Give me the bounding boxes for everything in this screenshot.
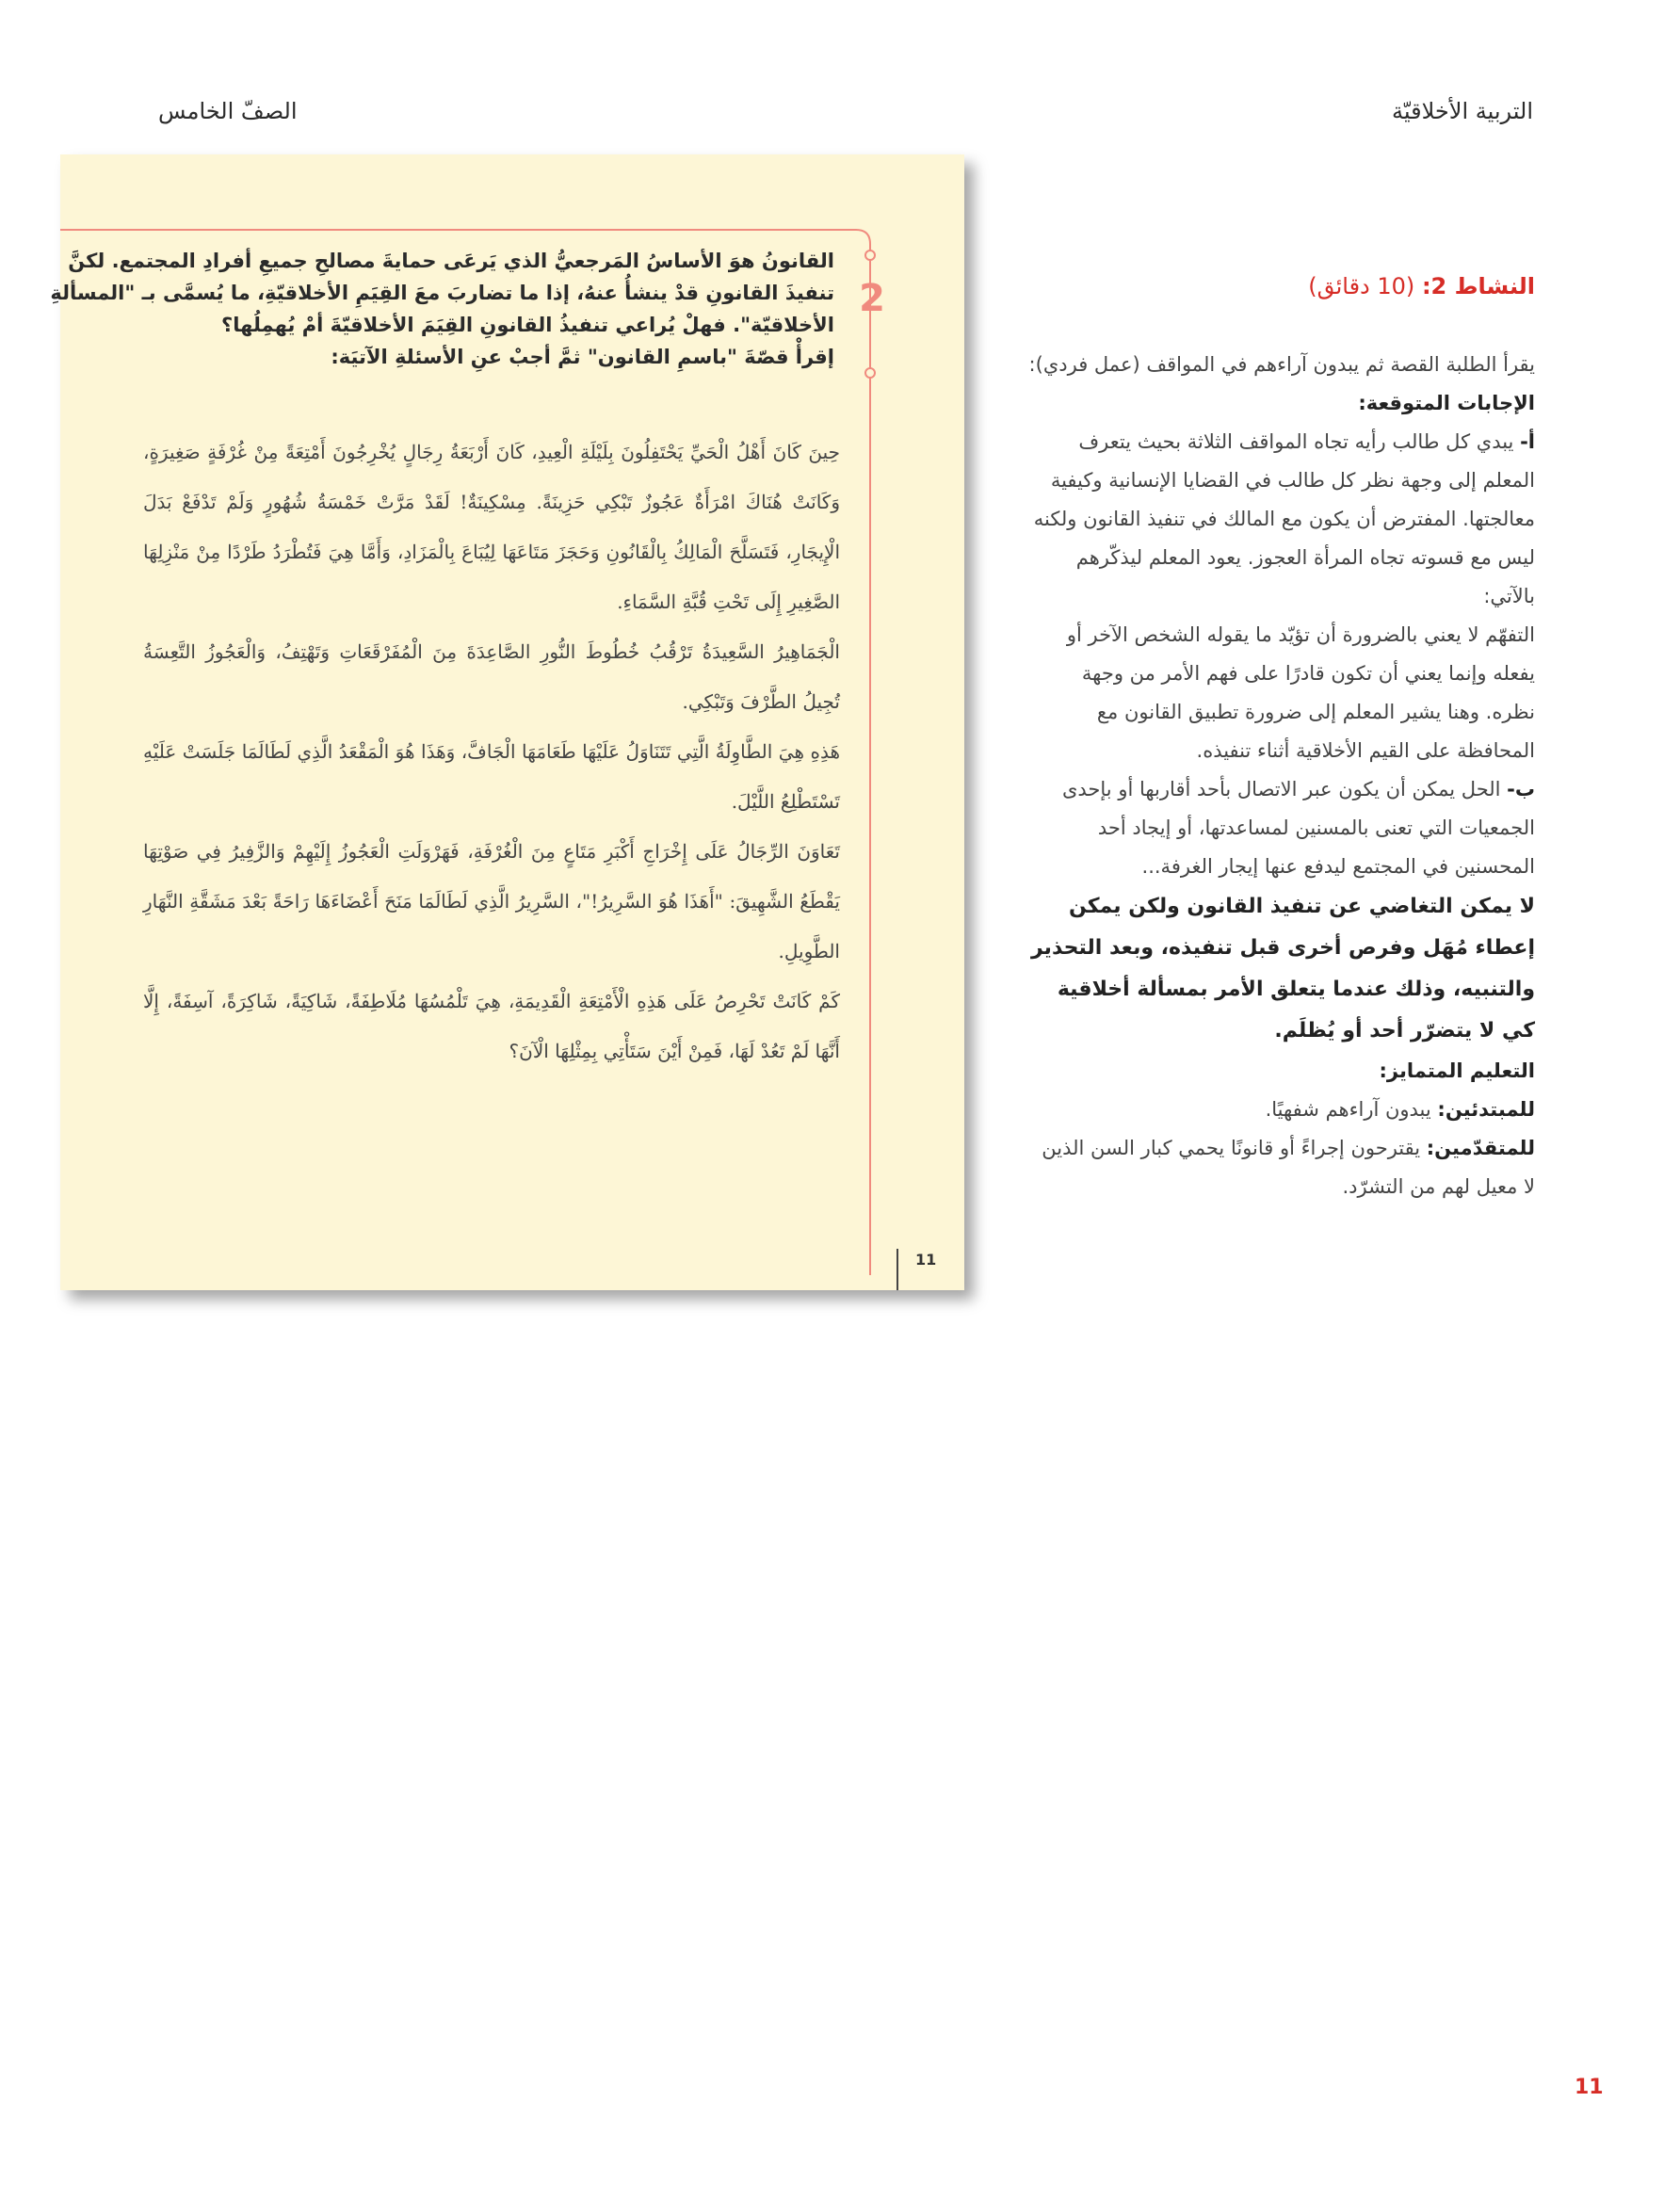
story-paragraph: هَذِهِ هِيَ الطَّاوِلَةُ الَّتِي تَتَنَاوَلُ عَلَيْهَا طَعَامَهَا الْجَافَّ، وَهَذَا هُوَ الْمَقْعَدُ الَّذِي لَطَالَمَا جَلَسَتْ عَلَيْهِ تَسْتَطْلِعُ اللَّيْلَ.: [143, 740, 840, 813]
answer-a: [1026, 423, 1535, 616]
story-paragraph: حِينَ كَانَ أَهْلُ الْحَيِّ يَحْتَفِلُونَ بِلَيْلَةِ الْعِيدِ، كَانَ أَرْبَعَةُ رِجَالٍ يُخْرِجُونَ أَمْتِعَةً مِنْ غُرْفَةٍ صَغِيرَةٍ، وَكَانَتْ هُنَاكَ امْرَأَةٌ عَجُوزٌ تَبْكِي حَزِينَةً. مِسْكِينَةٌ! لَقَدْ مَرَّتْ خَمْسَةُ شُهُورٍ وَلَمْ تَدْفَعْ بَدَلَ الْإِيجَارِ، فَتَسَلَّحَ الْمَالِكُ بِالْقَانُونِ وَحَجَزَ مَتَاعَهَا لِيُبَاعَ بِالْمَزَادِ، وَأَمَّا هِيَ فَتُطْرَدُ طَرْدًا مِنْ مَنْزِلِهَا الصَّغِيرِ إِلَى تَحْتِ قُبَّةِ السَّمَاءِ.: [143, 441, 840, 613]
book-page-number: 11: [915, 1251, 937, 1269]
advanced-text: يقترحون إجراءً أو قانونًا يحمي كبار السن الذين لا معيل لهم من التشرّد.: [1042, 1137, 1535, 1198]
advanced-label: للمتقدّمين:: [1426, 1137, 1535, 1159]
answer-b-text: الحل يمكن أن يكون عبر الاتصال بأحد أقاربها أو بإحدى الجمعيات التي تعنى بالمسنين لمساعدتها، أو إيجاد أحد المحسنين في المجتمع ليدفع عنها إيجار الغرفة...: [1061, 778, 1535, 878]
story-paragraph: تَعَاوَنَ الرِّجَالُ عَلَى إِخْرَاجِ أَكْبَرِ مَتَاعٍ مِنَ الْغُرْفَةِ، فَهَرْوَلَتِ الْعَجُوزُ إِلَيْهِمْ وَالزَّفِيرُ فِي صَوْتِهَا يَقْطَعُ الشَّهِيقَ: "أَهَذَا هُوَ السَّرِيرُ!"، السَّرِيرُ الَّذِي لَطَالَمَا مَنَحَ أَعْضَاءَهَا رَاحَةً بَعْدَ مَشَقَّةِ النَّهَارِ الطَّوِيلِ.: [143, 840, 840, 962]
answer-b-label: ب-: [1507, 778, 1535, 800]
beginners-item: [1026, 1091, 1535, 1129]
beginners-label: للمبتدئين:: [1437, 1098, 1535, 1121]
key-statement: لا يمكن التغاضي عن تنفيذ القانون ولكن يمكن إعطاء مُهَل وفرص أخرى قبل تنفيذه، وبعد التحذير والتنبيه، وذلك عندما يتعلق الأمر بمسألة أخلاقية كي لا يتضرّر أحد أو يُظلَم.: [1031, 895, 1535, 1043]
student-book-page: [50, 154, 964, 1290]
question-text: [50, 245, 834, 373]
story-paragraph: الْجَمَاهِيرُ السَّعِيدَةُ تَرْقُبُ خُطُوطَ النُّورِ الصَّاعِدَةَ مِنَ الْمُفَرْقَعَاتِ وَتَهْتِفُ، وَالْعَجُوزُ التَّعِسَةُ تُجِيلُ الطَّرْفَ وَتَبْكِي.: [143, 640, 840, 713]
beginners-text: يبدون آراءهم شفهيًا.: [1265, 1098, 1438, 1121]
question-line: القانونُ هوَ الأساسُ المَرجعيُّ الذي يَرعَى حمايةَ مصالحِ جميعِ أفرادِ المجتمع. لكنَّ: [68, 250, 834, 272]
question-line: تنفيذَ القانونِ قدْ ينشأُ عنهُ، إذا ما تضاربَ معَ القِيَمِ الأخلاقيّةِ، ما يُسمَّى بـ "المسألةِ: [50, 282, 834, 304]
page-number-divider: [897, 1249, 898, 1290]
answer-a-text: يبدي كل طالب رأيه تجاه المواقف الثلاثة بحيث يتعرف المعلم إلى وجهة نظر كل طالب في القضايا الإنسانية وكيفية معالجتها. المفترض أن يكون مع المالك في تنفيذ القانون ولكنه ليس مع قسوته تجاه المرأة العجوز. يعود المعلم ليذكّرهم بالآتي:: [1033, 430, 1535, 607]
answer-b: [1026, 770, 1535, 886]
question-line: إقرأْ قصّةَ "باسمِ القانون" ثمَّ أجبْ عنِ الأسئلةِ الآتيَة:: [331, 346, 834, 368]
activity-heading: [1026, 267, 1535, 306]
story-text: [143, 428, 840, 1076]
story-paragraph: كَمْ كَانَتْ تَحْرِصُ عَلَى هَذِهِ الْأَمْتِعَةِ الْقَدِيمَةِ، هِيَ تَلْمُسُهَا مُلَاطِفَةً، شَاكِيَةً، شَاكِرَةً، آسِفَةً، إِلَّا أَنَّهَا لَمْ تَعُدْ لَهَا، فَمِنْ أَيْنَ سَتَأْتِي بِمِثْلِهَا الْآنَ؟: [143, 990, 840, 1062]
advanced-item: [1026, 1129, 1535, 1206]
subject-title: التربية الأخلاقيّة: [1392, 98, 1533, 124]
page-number: 11: [1575, 2076, 1604, 2099]
question-number: 2: [859, 277, 885, 320]
answer-a-label: أ-: [1520, 430, 1535, 453]
differentiation-heading: التعليم المتمايز:: [1379, 1059, 1535, 1082]
activity-duration: (10 دقائق): [1308, 273, 1415, 299]
question-line: الأخلاقيّة". فهلْ يُراعي تنفيذُ القانونِ القِيَمَ الأخلاقيّةَ أمْ يُهمِلُها؟: [221, 314, 834, 336]
activity-title: النشاط 2:: [1421, 273, 1535, 299]
activity-intro: يقرأ الطلبة القصة ثم يبدون آراءهم في المواقف (عمل فردي):: [1028, 353, 1535, 376]
teacher-guide-column: [1026, 267, 1535, 1206]
teacher-reminder: التفهّم لا يعني بالضرورة أن تؤيّد ما يقوله الشخص الآخر أو يفعله وإنما يعني أن تكون قادرًا على فهم الأمر من وجهة نظره. وهنا يشير المعلم إلى ضرورة تطبيق القانون مع المحافظة على القيم الأخلاقية أثناء تنفيذه.: [1066, 623, 1535, 762]
expected-answers-heading: الإجابات المتوقعة:: [1358, 392, 1535, 414]
grade-title: الصفّ الخامس: [158, 98, 298, 124]
